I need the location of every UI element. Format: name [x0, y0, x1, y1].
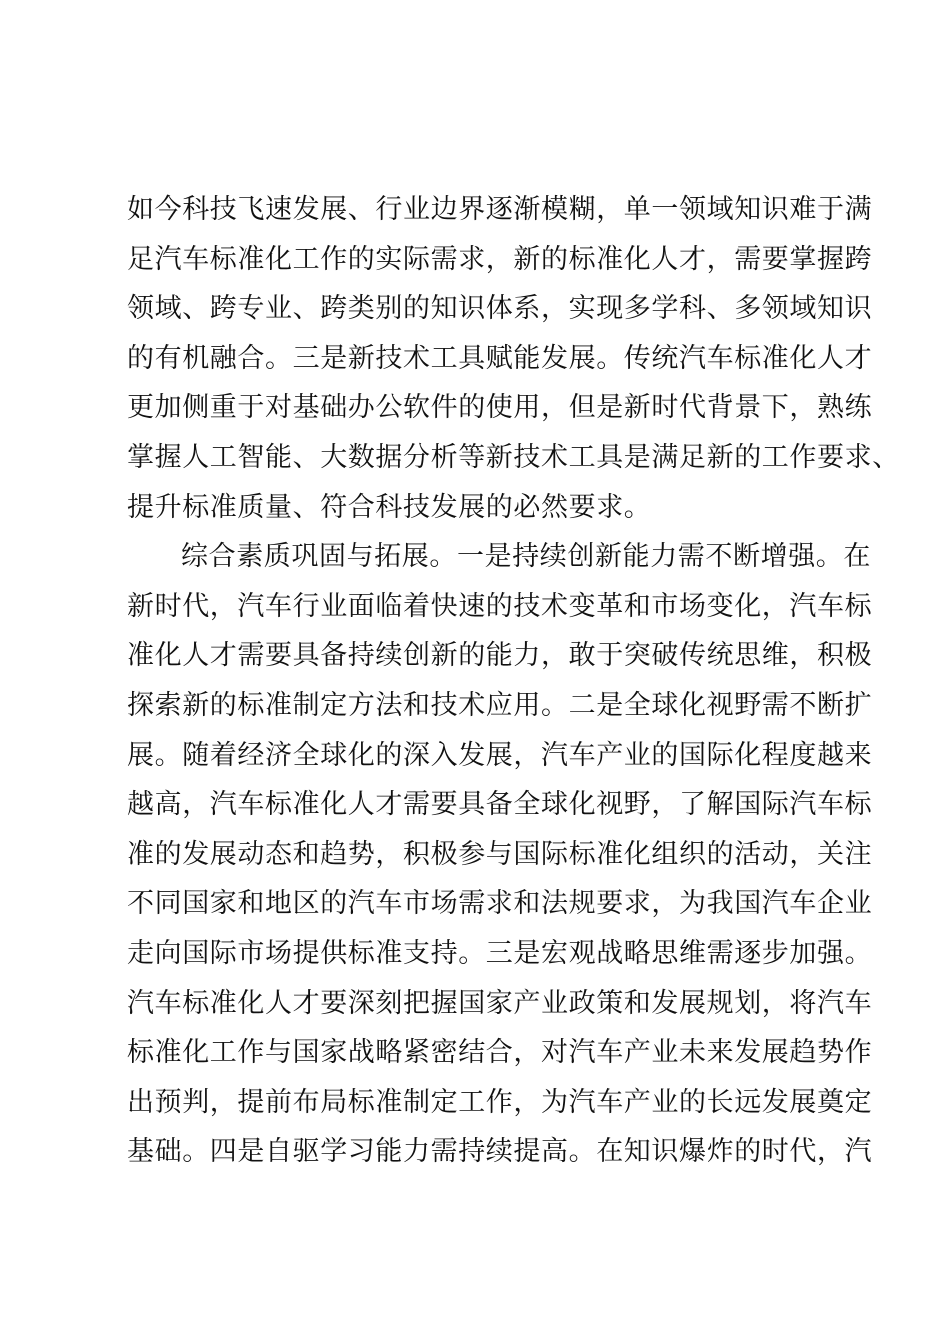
text-line: 足汽车标准化工作的实际需求，新的标准化人才，需要掌握跨 [127, 243, 873, 275]
text-line: 如今科技飞速发展、行业边界逐渐模糊，单一领域知识难于满 [127, 194, 873, 225]
text-line: 标准化工作与国家战略紧密结合，对汽车产业未来发展趋势作 [127, 1037, 873, 1069]
text-line: 更加侧重于对基础办公软件的使用，但是新时代背景下，熟练 [127, 392, 873, 424]
text-line: 走向国际市场提供标准支持。三是宏观战略思维需逐步加强。 [127, 937, 873, 969]
text-line: 展。随着经济全球化的深入发展，汽车产业的国际化程度越来 [127, 739, 873, 771]
text-line: 越高，汽车标准化人才需要具备全球化视野，了解国际汽车标 [127, 789, 873, 821]
text-line: 提升标准质量、符合科技发展的必然要求。 [127, 491, 652, 523]
text-line: 汽车标准化人才要深刻把握国家产业政策和发展规划，将汽车 [127, 987, 873, 1019]
text-line: 新时代，汽车行业面临着快速的技术变革和市场变化，汽车标 [127, 590, 873, 622]
text-line: 出预判，提前布局标准制定工作，为汽车产业的长远发展奠定 [127, 1086, 873, 1118]
text-line: 领域、跨专业、跨类别的知识体系，实现多学科、多领域知识 [127, 293, 873, 325]
text-line: 掌握人工智能、大数据分析等新技术工具是满足新的工作要求、 [127, 441, 900, 473]
text-line: 准的发展动态和趋势，积极参与国际标准化组织的活动，关注 [127, 838, 873, 870]
text-line: 的有机融合。三是新技术工具赋能发展。传统汽车标准化人才 [127, 342, 873, 374]
text-line: 准化人才需要具备持续创新的能力，敢于突破传统思维，积极 [127, 640, 873, 672]
paragraph-first-line: 综合素质巩固与拓展。一是持续创新能力需不断增强。在 [181, 541, 871, 573]
body-text [127, 185, 900, 1177]
text-line: 不同国家和地区的汽车市场需求和法规要求，为我国汽车企业 [127, 888, 873, 920]
text-line: 基础。四是自驱学习能力需持续提高。在知识爆炸的时代，汽 [127, 1136, 873, 1168]
text-line: 探索新的标准制定方法和技术应用。二是全球化视野需不断扩 [127, 689, 873, 721]
